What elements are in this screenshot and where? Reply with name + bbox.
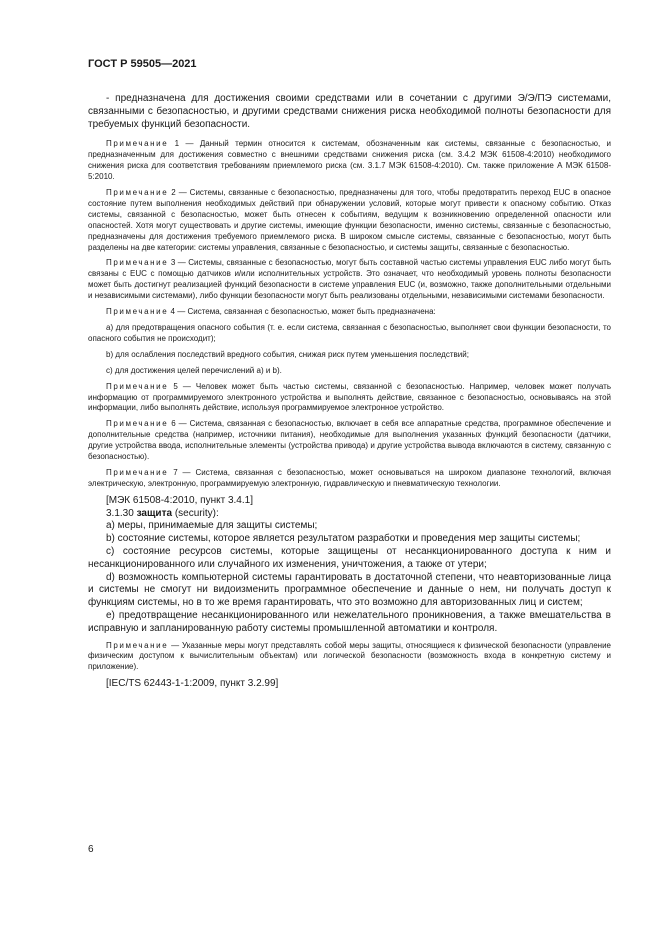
note-7 [88, 468, 611, 490]
note-label: Примечание [106, 188, 169, 198]
intro-paragraph: - предназначена для достижения своими средствами или в сочетании с другими Э/Э/ПЭ системами, связанными с безопасностью, и другими средствами снижения риска необходимой полноты безопасности для требуемых функций безопасности. [88, 93, 611, 130]
note-label: Примечание [106, 307, 169, 317]
term-item-d: d) возможность компьютерной системы гарантировать в достаточной степени, что неавторизованные лица и системы не смогут ни видоизменить программное обеспечение и данные о нем, ни получать доступ к функциям системы, но в то же время гарантировать, что это возможно для авторизованных лиц и систем; [88, 571, 611, 609]
term-item-e: e) предотвращение несанкционированного или нежелательного проникновения, а также вмешательства в исправную и запланированную работу системы промышленной автоматики и контроля. [88, 609, 611, 634]
term-item-a: a) меры, принимаемые для защиты системы; [106, 520, 318, 532]
term-number: 3.1.30 [106, 507, 134, 519]
note-label: Примечание [106, 381, 169, 391]
note-4-item-b: b) для ослабления последствий вредного события, снижая риск путем уменьшения последствий; [106, 349, 469, 359]
reference-iec-62443: [IEC/TS 62443-1-1:2009, пункт 3.2.99] [106, 678, 279, 690]
note-text: Человек может быть частью системы, связанной с безопасностью. Например, человек может получать информацию от программируемого электронного устройства и выполнять действие, связанное с безопасностью, основываясь на этой информации, либо выполнять действие, используя программируемое электронное устройство. [88, 381, 612, 413]
note-number: 5 — [173, 381, 191, 391]
note-5 [88, 382, 611, 415]
note-number: 3 — [170, 258, 186, 268]
note-text: Система, связанная с безопасностью, включает в себя все аппаратные средства, программное обеспечение и дополнительные средства (например, источники питания), необходимые для выполнения указанных функций безопасности (датчики, другие устройства ввода, исполнительные элементы (устройства привода) и другие устройства вывода включаются в систему, связанную с безопасностью). [88, 419, 612, 462]
note-text: Системы, связанные с безопасностью, могут быть составной частью системы управления EUC либо могут быть связаны с EUC с помощью датчиков и/или исполнительных устройств. Это означает, что необходимый уровень полноты безопасности может быть достигнут реализацией функций безопасности в системе управления EUC (и, возможно, также дополнительными отдельными и независимыми системами), либо функции безопасности могут быть реализованы отдельными, независимыми системами безопасности. [88, 258, 611, 301]
note-number: — [171, 640, 180, 650]
note-2 [88, 188, 611, 253]
note-6 [88, 419, 611, 463]
note-number: 2 — [171, 188, 187, 198]
term-item-b: b) состояние системы, которое является результатом разработки и проведения мер защиты системы; [106, 533, 581, 545]
note-1 [88, 139, 611, 183]
note-text: Данный термин относится к системам, обозначенным как системы, связанные с безопасностью, и предназначенным для достижения совместно с внешними средствами снижения риска (см. 3.4.2 МЭК 61508-4:2010) необходимого снижения риска для соответствия требованиям приемлемого риска (см. 3.1.7 МЭК 61508-4:2010). См. также приложение А МЭК 61508-5:2010. [88, 139, 611, 182]
note-4-item-c: c) для достижения целей перечислений a) и b). [106, 365, 282, 375]
note-label: Примечание [106, 139, 169, 149]
document-header: ГОСТ Р 59505—2021 [88, 58, 197, 70]
term-definition-heading [88, 508, 611, 521]
note-4 [88, 307, 611, 318]
note-text: Система, связанная с безопасностью, может основываться на широком диапазоне технологий, включая электрическую, электронную, программируемую электронную, гидравлическую и пневматическую технологии. [88, 467, 611, 488]
note-3 [88, 258, 611, 302]
term-name: защита [136, 507, 173, 519]
note-text: Система, связанная с безопасностью, может быть предназначена: [187, 307, 436, 317]
reference-iec-61508: [МЭК 61508-4:2010, пункт 3.4.1] [106, 494, 253, 506]
note-4-item-a: a) для предотвращения опасного события (т. е. если система, связанная с безопасностью, выполняет свои функции безопасности, то опасного события не происходит); [88, 322, 611, 343]
term-english: (security): [174, 507, 219, 519]
note-label: Примечание [106, 258, 169, 268]
note-label: Примечание [106, 640, 169, 650]
note-number: 6 — [171, 419, 187, 429]
note-text: Системы, связанные с безопасностью, предназначены для того, чтобы предотвратить переход EUC в опасное состояние путем выполнения необходимых действий при обнаружении условий, которые могут привести к опасному событию. Отказ системы, связанной с безопасностью, может быть отнесен к событиям, ведущим к возникновению определенной опасности или опасностей. Хотя могут существовать и другие системы, имеющие функции безопасности, именно системы, связанные с безопасностью, предназначены для достижения требуемого приемлемого риска. В широком смысле системы, связанные с безопасностью, могут быть разделены на две категории: системы управления, связанные с безопасностью, и системы защиты, связанные с безопасностью. [88, 188, 612, 252]
term-item-c: c) состояние ресурсов системы, которые защищены от несанкционированного доступа к ним и несанкционированного или случайного их изменения, уничтожения, а также от утери; [88, 545, 611, 570]
note-number: 7 — [173, 467, 191, 477]
note-number: 1 — [174, 139, 194, 149]
final-note [88, 641, 611, 674]
note-text: Указанные меры могут представлять собой меры защиты, относящиеся к физической безопасности (управление физическим доступом к вычислительным объектам) или логической безопасности (возможность входа в конкретную систему и приложение). [88, 640, 611, 672]
note-label: Примечание [106, 467, 169, 477]
note-number: 4 — [170, 307, 186, 317]
page-number: 6 [88, 844, 94, 855]
note-label: Примечание [106, 419, 169, 429]
